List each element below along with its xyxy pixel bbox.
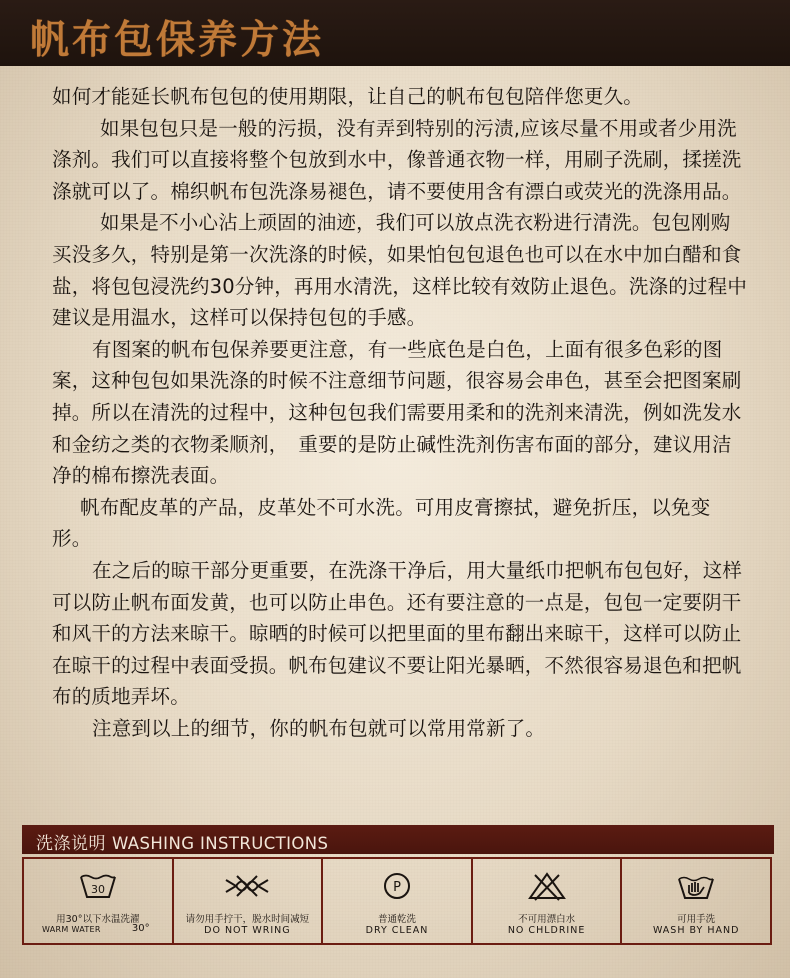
washing-title-cn: 洗涤说明 <box>36 834 106 854</box>
wash-item-label-en: NO CHLDRINE <box>507 925 586 936</box>
paragraph-pattern: 有图案的帆布包保养要更注意，有一些底色是白色，上面有很多色彩的图案，这种包包如果洗涤的时候不注意细节问题，很容易会串色，甚至会把图案刷掉。所以在清洗的过程中，这种包包我们需要用柔和的洗剂来清洗，例如洗发水和金纺之类的衣物柔顺剂， 重要的是防止碱性洗剂伤害布面的部分，建议用洁净的棉布擦洗表面。 <box>52 337 742 488</box>
care-article <box>52 81 747 744</box>
wash-item-label-cn: 不可用漂白水 <box>518 914 576 925</box>
wash-item-no-bleach <box>473 859 623 943</box>
wash-item-hand-wash <box>622 859 770 943</box>
wash-item-label-en: WASH BY HAND <box>652 925 740 936</box>
wash-item-label-cn: 请勿用手拧干，脱水时间减短 <box>185 914 310 925</box>
header-banner <box>0 0 790 66</box>
washing-symbols-panel <box>22 857 772 945</box>
washing-instructions-bar <box>22 825 774 854</box>
wash-item-temperature: 30° <box>131 923 150 934</box>
svg-text:P: P <box>393 880 401 895</box>
paragraph-drying: 在之后的晾干部分更重要，在洗涤干净后，用大量纸巾把帆布包包好，这样可以防止帆布面发黄，也可以防止串色。还有要注意的一点是，包包一定要阴干和风干的方法来晾干。晾晒的时候可以把里面的里布翻出来晾干，这样可以防止在晾干的过程中表面受损。帆布包建议不要让阳光暴晒，不然很容易退色和把帆布的质地弄坏。 <box>52 558 743 709</box>
no-bleach-icon <box>527 871 567 901</box>
wash-item-label-en: DRY CLEAN <box>365 925 429 936</box>
paragraph-intro: 如何才能延长帆布包包的使用期限，让自己的帆布包包陪伴您更久。 <box>52 85 644 108</box>
no-wring-icon <box>222 871 272 901</box>
paragraph-conclusion: 注意到以上的细节，你的帆布包就可以常用常新了。 <box>92 716 546 740</box>
paragraph-leather: 帆布配皮革的产品，皮革处不可水洗。可用皮膏擦拭，避免折压，以免变形。 <box>52 495 711 551</box>
hand-wash-icon <box>676 871 716 901</box>
wash-item-warm-water <box>24 859 174 943</box>
wash-30-icon <box>78 871 118 901</box>
page-title: 帆布包保养方法 <box>30 18 325 63</box>
wash-item-label-cn: 用30°以下水温洗濯 <box>56 914 140 925</box>
paragraph-general-stain: 如果包包只是一般的污损，没有弄到特别的污渍,应该尽量不用或者少用洗涤剂。我们可以直接将整个包放到水中，像普通衣物一样，用刷子洗刷，揉搓洗涤就可以了。棉织帆布包洗涤易褪色，请不要使用含有漂白或荧光的洗涤用品。 <box>52 116 742 203</box>
svg-text:30: 30 <box>90 883 105 896</box>
wash-item-label-cn: 可用手洗 <box>677 914 716 925</box>
washing-title-en: WASHING INSTRUCTIONS <box>112 834 329 853</box>
wash-item-label-cn: 普通乾洗 <box>377 914 416 925</box>
wash-item-label-en: WARM WATER <box>42 925 101 934</box>
washing-instructions-title <box>36 829 328 854</box>
wash-item-dry-clean <box>323 859 473 943</box>
wash-item-do-not-wring <box>174 859 324 943</box>
wash-item-label-en: DO NOT WRING <box>204 925 291 936</box>
paragraph-oil-stain: 如果是不小心沾上顽固的油迹，我们可以放点洗衣粉进行清洗。包包刚购买没多久，特别是第一次洗涤的时候，如果怕包包退色也可以在水中加白醋和食盐，将包包浸洗约30分钟，再用水清洗，这样比较有效防止退色。洗涤的过程中建议是用温水，这样可以保持包包的手感。 <box>52 211 748 330</box>
dry-clean-icon <box>377 871 417 901</box>
